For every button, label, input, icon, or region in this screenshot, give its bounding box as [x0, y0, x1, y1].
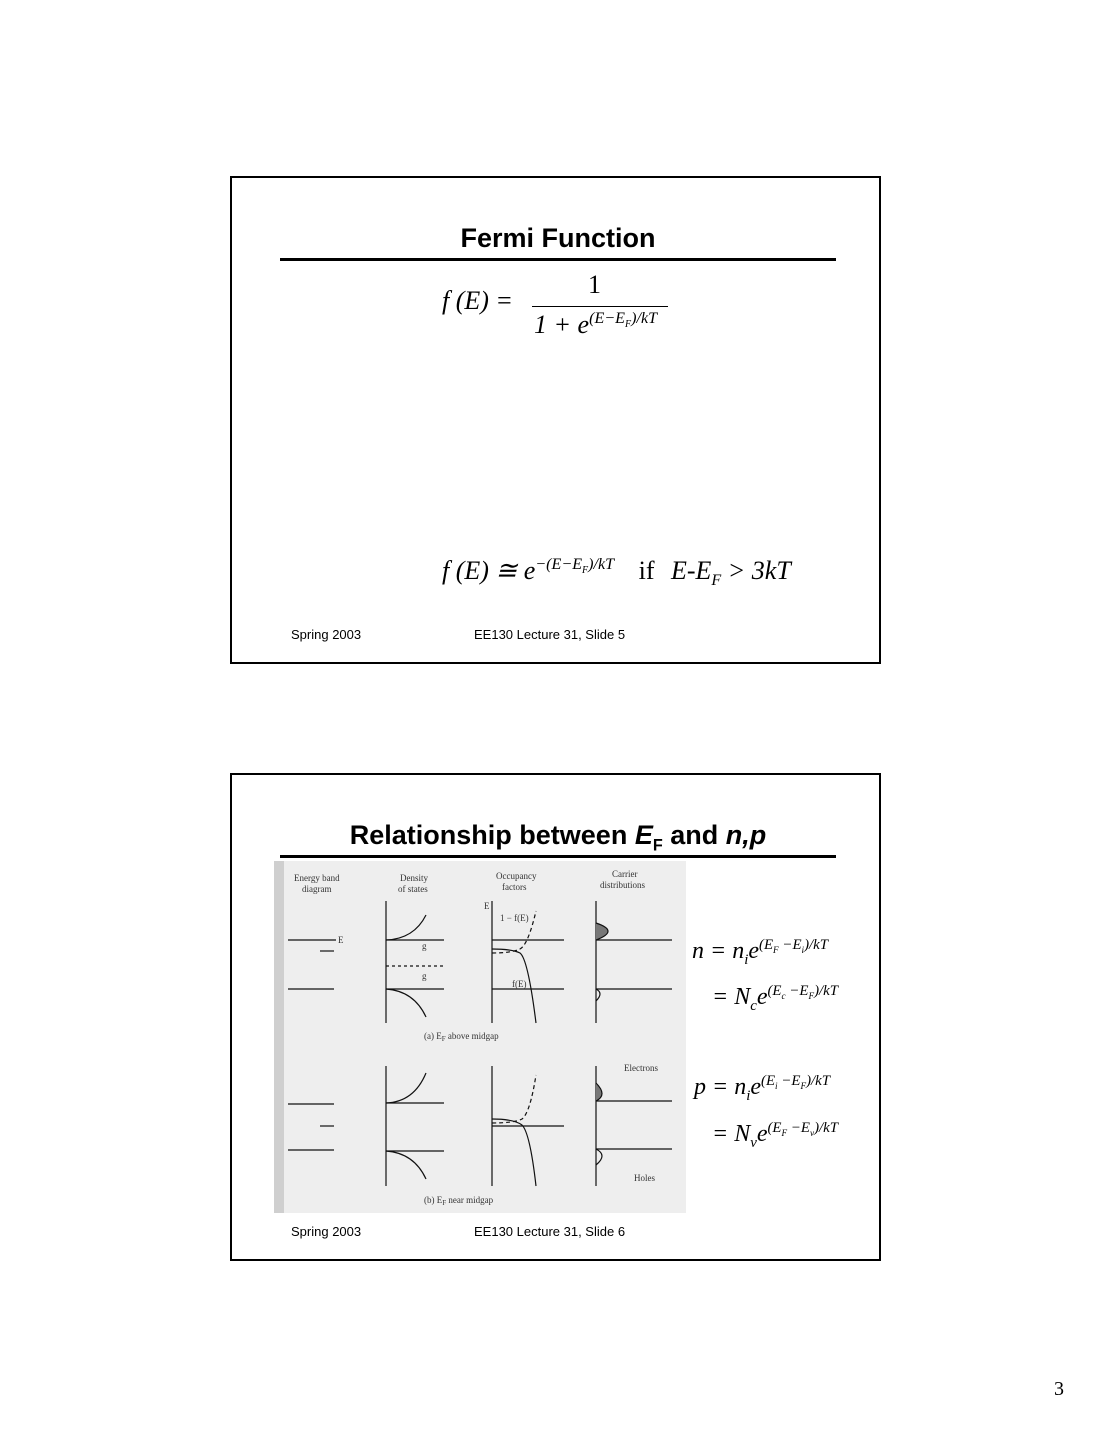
n-equation-2: = $N_ce^{(E_c -E_F)/kT}$	[712, 983, 839, 1014]
band-diagram-figure	[274, 861, 686, 1213]
equation-lhs: f (E) =	[442, 286, 513, 315]
page-number: 3	[1054, 1378, 1064, 1400]
svg-text:factors: factors	[502, 882, 527, 892]
footer-date: Spring 2003	[291, 627, 362, 642]
fraction-bar	[532, 306, 668, 307]
p-equation-2: = $N_ve^{(E_F -E_v)/kT}$	[712, 1120, 839, 1151]
n-equation-1: $n = n_ie^{(E_F -E_i)/kT}$	[692, 937, 829, 968]
svg-text:diagram: diagram	[302, 884, 332, 894]
header-carrier: Carrier	[612, 869, 638, 879]
label-holes: Holes	[634, 1173, 655, 1183]
svg-text:distributions: distributions	[600, 880, 646, 890]
fermi-approximation: f (E) ≅ $e^{-(E-E_F)/kT}$ if $E-E_F > 3kT$	[442, 556, 791, 590]
svg-text:E: E	[484, 901, 490, 911]
title-rule	[280, 258, 836, 261]
label-electrons: Electrons	[624, 1063, 658, 1073]
svg-text:of states: of states	[398, 884, 428, 894]
svg-text:E: E	[338, 935, 344, 945]
footer-slide-id: EE130 Lecture 31, Slide 6	[474, 1224, 626, 1239]
header-occupancy: Occupancy	[496, 871, 537, 881]
fraction-denominator: $1 + e^{(E-E_F)/kT}$	[534, 310, 658, 339]
fraction-numerator: 1	[588, 270, 601, 299]
footer-date: Spring 2003	[291, 1224, 362, 1239]
caption-a: (a) $E_F$ above midgap	[424, 1031, 499, 1043]
caption-b: (b) $E_F$ near midgap	[424, 1195, 494, 1207]
svg-text:1 − f(E): 1 − f(E)	[500, 913, 529, 923]
svg-text:g: g	[422, 941, 427, 951]
footer-slide-id: EE130 Lecture 31, Slide 5	[474, 627, 626, 642]
title-rule	[280, 855, 836, 858]
slide-fermi-function	[230, 176, 881, 664]
p-equation-1: $p = n_ie^{(E_i -E_F)/kT}$	[694, 1073, 831, 1104]
svg-text:f(E): f(E)	[512, 979, 527, 989]
header-density: Density	[400, 873, 428, 883]
header-energy-band: Energy band	[294, 873, 340, 883]
slide-title: Fermi Function	[460, 223, 656, 253]
slide-relationship	[230, 773, 881, 1261]
svg-text:g: g	[422, 971, 427, 981]
slide-title: Relationship between $E_F$ and n,p	[349, 820, 767, 855]
band-diagram-svg	[274, 861, 686, 1213]
